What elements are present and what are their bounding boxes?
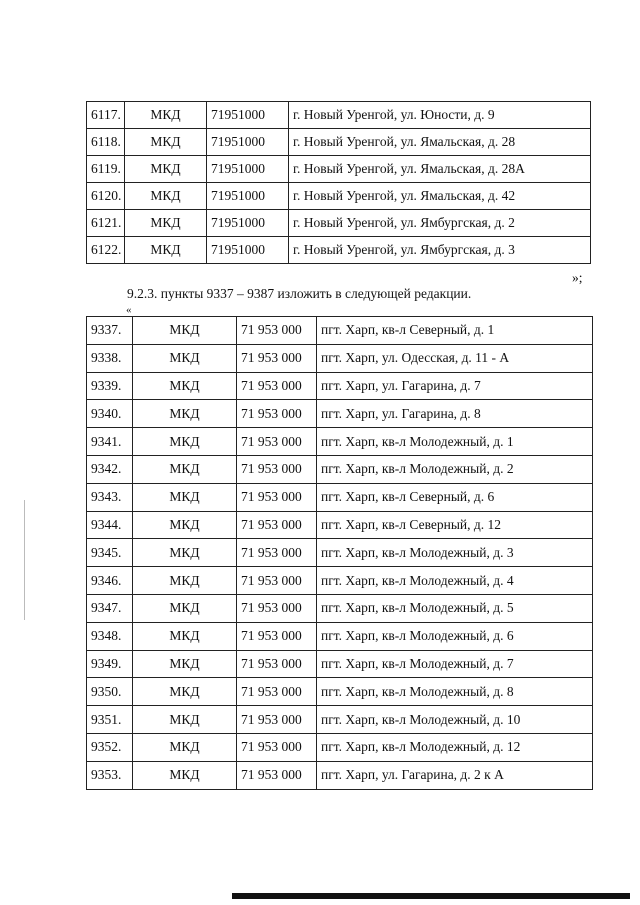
cell-address: пгт. Харп, кв-л Молодежный, д. 1 xyxy=(317,428,593,456)
cell-building-type: МКД xyxy=(133,344,237,372)
cell-address: пгт. Харп, кв-л Молодежный, д. 2 xyxy=(317,455,593,483)
cell-oktmo-code: 71 953 000 xyxy=(237,622,317,650)
cell-item-number: 9346. xyxy=(87,567,133,595)
cell-address: г. Новый Уренгой, ул. Ямальская, д. 28 xyxy=(289,129,591,156)
table-row xyxy=(87,372,593,400)
cell-oktmo-code: 71951000 xyxy=(207,156,289,183)
cell-item-number: 6118. xyxy=(87,129,125,156)
cell-item-number: 9349. xyxy=(87,650,133,678)
cell-item-number: 9337. xyxy=(87,317,133,345)
cell-item-number: 9339. xyxy=(87,372,133,400)
cell-item-number: 9345. xyxy=(87,539,133,567)
cell-building-type: МКД xyxy=(125,237,207,264)
cell-address: пгт. Харп, ул. Гагарина, д. 7 xyxy=(317,372,593,400)
cell-oktmo-code: 71 953 000 xyxy=(237,428,317,456)
cell-building-type: МКД xyxy=(133,455,237,483)
cell-address: пгт. Харп, кв-л Молодежный, д. 6 xyxy=(317,622,593,650)
table-row xyxy=(87,733,593,761)
cell-item-number: 9340. xyxy=(87,400,133,428)
cell-address: г. Новый Уренгой, ул. Ямбургская, д. 3 xyxy=(289,237,591,264)
cell-item-number: 6122. xyxy=(87,237,125,264)
cell-building-type: МКД xyxy=(133,706,237,734)
cell-oktmo-code: 71 953 000 xyxy=(237,567,317,595)
table-row xyxy=(87,761,593,789)
cell-oktmo-code: 71 953 000 xyxy=(237,344,317,372)
table-row xyxy=(87,210,591,237)
cell-oktmo-code: 71 953 000 xyxy=(237,455,317,483)
table-row xyxy=(87,650,593,678)
cell-item-number: 9341. xyxy=(87,428,133,456)
cell-item-number: 6117. xyxy=(87,102,125,129)
table-previous-items xyxy=(86,101,591,264)
table-row xyxy=(87,183,591,210)
cell-item-number: 9348. xyxy=(87,622,133,650)
cell-building-type: МКД xyxy=(133,483,237,511)
table-row xyxy=(87,102,591,129)
cell-oktmo-code: 71951000 xyxy=(207,129,289,156)
cell-address: пгт. Харп, кв-л Молодежный, д. 4 xyxy=(317,567,593,595)
table-row xyxy=(87,344,593,372)
opening-quote: « xyxy=(126,304,132,316)
cell-address: г. Новый Уренгой, ул. Юности, д. 9 xyxy=(289,102,591,129)
cell-building-type: МКД xyxy=(125,183,207,210)
table-new-items xyxy=(86,316,593,790)
cell-building-type: МКД xyxy=(133,622,237,650)
cell-address: пгт. Харп, кв-л Молодежный, д. 12 xyxy=(317,733,593,761)
table-row xyxy=(87,678,593,706)
cell-address: г. Новый Уренгой, ул. Ямальская, д. 42 xyxy=(289,183,591,210)
cell-item-number: 9343. xyxy=(87,483,133,511)
cell-item-number: 9353. xyxy=(87,761,133,789)
bottom-rule xyxy=(232,893,630,899)
cell-item-number: 6120. xyxy=(87,183,125,210)
cell-building-type: МКД xyxy=(125,156,207,183)
cell-oktmo-code: 71 953 000 xyxy=(237,372,317,400)
table-row xyxy=(87,594,593,622)
cell-oktmo-code: 71951000 xyxy=(207,210,289,237)
cell-item-number: 9352. xyxy=(87,733,133,761)
table-row xyxy=(87,129,591,156)
table-row xyxy=(87,483,593,511)
cell-oktmo-code: 71 953 000 xyxy=(237,594,317,622)
cell-address: пгт. Харп, кв-л Молодежный, д. 10 xyxy=(317,706,593,734)
table-row xyxy=(87,400,593,428)
cell-address: г. Новый Уренгой, ул. Ямбургская, д. 2 xyxy=(289,210,591,237)
cell-oktmo-code: 71951000 xyxy=(207,237,289,264)
cell-building-type: МКД xyxy=(133,678,237,706)
table-row xyxy=(87,539,593,567)
closing-quote: »; xyxy=(572,270,583,285)
cell-oktmo-code: 71 953 000 xyxy=(237,539,317,567)
cell-item-number: 9338. xyxy=(87,344,133,372)
cell-building-type: МКД xyxy=(125,102,207,129)
cell-building-type: МКД xyxy=(133,650,237,678)
table-row xyxy=(87,567,593,595)
cell-building-type: МКД xyxy=(125,129,207,156)
cell-oktmo-code: 71 953 000 xyxy=(237,317,317,345)
cell-oktmo-code: 71951000 xyxy=(207,102,289,129)
cell-address: пгт. Харп, кв-л Молодежный, д. 5 xyxy=(317,594,593,622)
cell-address: пгт. Харп, кв-л Северный, д. 12 xyxy=(317,511,593,539)
table-row xyxy=(87,455,593,483)
table-row xyxy=(87,511,593,539)
table-row xyxy=(87,237,591,264)
cell-building-type: МКД xyxy=(133,761,237,789)
cell-oktmo-code: 71 953 000 xyxy=(237,650,317,678)
cell-building-type: МКД xyxy=(133,594,237,622)
cell-building-type: МКД xyxy=(133,317,237,345)
cell-oktmo-code: 71 953 000 xyxy=(237,483,317,511)
cell-building-type: МКД xyxy=(133,428,237,456)
table-row xyxy=(87,317,593,345)
table-row xyxy=(87,156,591,183)
cell-address: пгт. Харп, ул. Одесская, д. 11 - А xyxy=(317,344,593,372)
cell-building-type: МКД xyxy=(133,539,237,567)
cell-oktmo-code: 71 953 000 xyxy=(237,733,317,761)
cell-building-type: МКД xyxy=(133,400,237,428)
cell-address: пгт. Харп, кв-л Северный, д. 1 xyxy=(317,317,593,345)
cell-address: пгт. Харп, ул. Гагарина, д. 2 к А xyxy=(317,761,593,789)
cell-oktmo-code: 71 953 000 xyxy=(237,678,317,706)
scan-edge-mark xyxy=(24,500,25,620)
cell-item-number: 6121. xyxy=(87,210,125,237)
cell-oktmo-code: 71 953 000 xyxy=(237,511,317,539)
cell-building-type: МКД xyxy=(133,567,237,595)
cell-address: г. Новый Уренгой, ул. Ямальская, д. 28А xyxy=(289,156,591,183)
cell-building-type: МКД xyxy=(125,210,207,237)
cell-building-type: МКД xyxy=(133,511,237,539)
cell-oktmo-code: 71 953 000 xyxy=(237,761,317,789)
cell-item-number: 6119. xyxy=(87,156,125,183)
cell-item-number: 9351. xyxy=(87,706,133,734)
table-row xyxy=(87,622,593,650)
cell-address: пгт. Харп, кв-л Молодежный, д. 3 xyxy=(317,539,593,567)
cell-oktmo-code: 71 953 000 xyxy=(237,706,317,734)
cell-item-number: 9342. xyxy=(87,455,133,483)
amendment-intro: 9.2.3. пункты 9337 – 9387 изложить в следующей редакции. xyxy=(127,286,472,301)
cell-address: пгт. Харп, кв-л Северный, д. 6 xyxy=(317,483,593,511)
cell-oktmo-code: 71 953 000 xyxy=(237,400,317,428)
cell-item-number: 9347. xyxy=(87,594,133,622)
cell-address: пгт. Харп, кв-л Молодежный, д. 7 xyxy=(317,650,593,678)
cell-item-number: 9350. xyxy=(87,678,133,706)
table-row xyxy=(87,428,593,456)
cell-building-type: МКД xyxy=(133,372,237,400)
cell-address: пгт. Харп, кв-л Молодежный, д. 8 xyxy=(317,678,593,706)
cell-address: пгт. Харп, ул. Гагарина, д. 8 xyxy=(317,400,593,428)
table-row xyxy=(87,706,593,734)
cell-item-number: 9344. xyxy=(87,511,133,539)
cell-building-type: МКД xyxy=(133,733,237,761)
cell-oktmo-code: 71951000 xyxy=(207,183,289,210)
